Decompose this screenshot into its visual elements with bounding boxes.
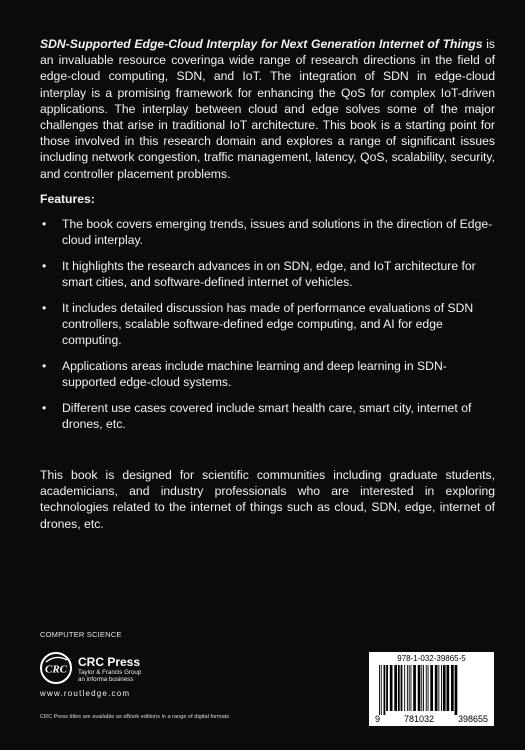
barcode-bar <box>409 665 410 711</box>
barcode-bar <box>404 665 405 711</box>
intro-paragraph <box>40 36 495 182</box>
closing-paragraph: This book is designed for scientific communities including graduate students, academicians, and industry professionals who are interested in exploring technologies related to the internet of things such as cloud, SDN, edge, internet of drones, etc. <box>40 468 495 531</box>
barcode-bar <box>413 665 416 711</box>
feature-text: It highlights the research advances in on SDN, edge, and IoT architecture for smart cities, and software-defined internet of vehicles. <box>62 258 476 290</box>
barcode-bar <box>441 665 442 711</box>
barcode-bar <box>384 665 386 715</box>
bullet-icon: • <box>42 358 47 373</box>
feature-text: Different use cases covered include smart health care, smart city, internet of drones, etc. <box>62 400 472 432</box>
barcode-bar <box>418 665 421 711</box>
barcode-bar <box>443 665 446 711</box>
barcode-bar <box>430 665 433 711</box>
barcode-bar <box>423 665 424 711</box>
barcode-digits-right: 398655 <box>457 714 488 724</box>
barcode-digits-left: 781032 <box>403 714 434 724</box>
book-title: SDN-Supported Edge-Cloud Interplay for Next Generation Internet of Things <box>40 37 483 51</box>
publisher-url: www.routledge.com <box>40 689 131 698</box>
feature-text: The book covers emerging trends, issues and solutions in the direction of Edge-cloud interplay. <box>62 217 493 248</box>
bullet-icon: • <box>42 217 47 231</box>
barcode-bar <box>390 665 393 711</box>
publisher-name: CRC Press <box>78 655 141 669</box>
barcode-bar <box>428 665 429 711</box>
barcode-bar <box>438 665 439 711</box>
feature-item <box>40 216 495 248</box>
barcode-bar <box>398 665 400 711</box>
barcode-bar <box>451 665 454 711</box>
feature-item <box>40 258 495 290</box>
barcode-digit-first: 9 <box>375 714 381 724</box>
crc-logo-text: CRC <box>44 663 68 676</box>
barcode-bar <box>421 665 422 711</box>
barcode-bar <box>435 665 438 711</box>
barcode-bar <box>411 665 412 711</box>
feature-item <box>40 400 495 432</box>
barcode-bar <box>394 665 397 711</box>
feature-text: It includes detailed discussion has made of performance evaluations of SDN controllers, scalable software-defined edge computing, and AI for edge computing. <box>62 300 474 348</box>
barcode-bar <box>379 665 380 715</box>
publisher-business: an informa business <box>78 676 134 684</box>
barcode-bar <box>386 665 388 711</box>
barcode-bar <box>455 665 458 715</box>
barcode-bar <box>401 665 403 711</box>
bullet-icon: • <box>42 300 47 315</box>
feature-item <box>40 300 495 349</box>
barcode-bar <box>447 665 450 711</box>
publisher-logo <box>40 652 260 702</box>
isbn-barcode <box>369 652 494 726</box>
publisher-subtitle <box>78 669 141 684</box>
intro-text: is an invaluable resource coveringa wide range of research directions in the field of edge-cloud computing, SDN, and IoT. The integration of SDN in edge-cloud interplay is a promising framework for enhancing the QoS for complex IoT-driven applications. The interplay between cloud and edge solves some of the major challenges that arise in traditional IoT architecture. This book is a starting point for those involved in this research domain and explores a range of significant issues including network congestion, traffic management, latency, QoS, scalability, security, and controller placement problems. <box>40 37 496 181</box>
category-label: COMPUTER SCIENCE <box>40 630 122 639</box>
ebook-note: CRC Press titles are available as eBook editions in a range of digital formats <box>40 714 230 720</box>
barcode-digits <box>369 714 494 724</box>
barcode-bars <box>377 665 486 715</box>
features-heading: Features: <box>40 192 95 206</box>
features-list <box>40 216 495 442</box>
feature-text: Applications areas include machine learning and deep learning in SDN-supported edge-cloud systems. <box>62 358 447 390</box>
barcode-bar <box>426 665 427 711</box>
isbn-number: 978-1-032-39865-5 <box>397 654 466 663</box>
feature-item <box>40 358 495 390</box>
barcode-bar <box>407 665 408 711</box>
publisher-group: Taylor & Francis Group <box>78 669 142 676</box>
crc-logo-icon <box>40 652 72 684</box>
bullet-icon: • <box>42 400 47 415</box>
barcode-bar <box>381 665 382 715</box>
bullet-icon: • <box>42 258 47 273</box>
